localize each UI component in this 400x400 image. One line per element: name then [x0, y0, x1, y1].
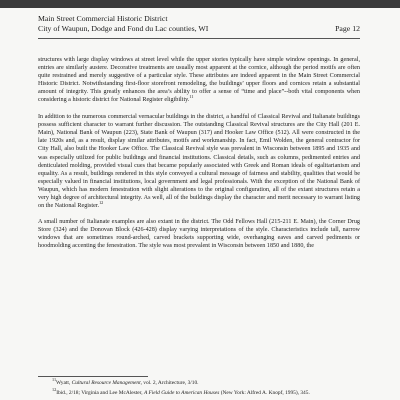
header-row [38, 24, 360, 34]
footnote-12-detail: (New York: Alfred A. Knopf, 1995), 345. [219, 390, 310, 396]
footnote-11-author: Wyatt, [56, 380, 72, 386]
paragraph-3-text: A small number of Italianate examples are also extant in the district. The Odd Fellows Hall (215-211 E. Main), the Corner Drug Store (324) and the Donovan Block (426-428) display varying interpretations of the style. Characteristics include tall, narrow windows that are sometimes round-arched, carved brackets supporting wide, overhanging eaves and carved pediments or hoodmolding accenting the fenestration. The style was most prevalent in Wisconsin between 1850 and 1880, the [38, 218, 360, 249]
footnote-11-title: Cultural Resource Management [71, 380, 141, 386]
paragraph-3 [38, 218, 360, 250]
header-rule [38, 38, 360, 39]
paragraph-2-text: In addition to the numerous commercial vernacular buildings in the district, a handful of Classical Revival and Italianate buildings possess sufficient character to warrant further discussion. The outstanding Classical Revival structures are the City Hall (201 E. Main), National Bank of Waupun (223), State Bank of Waupun (317) and Hooker Law Office (512). All were constructed in the late 1920s and, as a result, display similar attributes, motifs and workmanship. In fact, Emil Wolden, the general contractor for City Hall, also built the Hooker Law Office. The Classical Revival style was prevalent in Wisconsin between 1895 and 1935 and was especially utilized for public buildings and financial institutions. Classical details, such as columns, pedimented entries and denticulated molding, provided visual cues that became popularly associated with Greek and Roman ideals of egalitarianism and equality. As a result, buildings rendered in this style conveyed a cultural message of fairness and stability, qualities that would be especially valued in financial institutions, local government and legal professionals. With the exception of the National Bank of Waupun, which has modern fenestration with slight alterations to the original configuration, all of the extant structures retain a very high degree of architectural integrity. As well, all of the buildings display the character and merit necessary to warrant listing on the National Register. [38, 114, 360, 209]
footnote-11-number: 11 [52, 377, 57, 383]
paragraph-2 [38, 113, 360, 210]
document-title: Main Street Commercial Historic District [38, 14, 168, 23]
footnote-12 [38, 387, 360, 397]
footnote-ref-12: 12 [99, 199, 104, 205]
page-number: Page 12 [335, 24, 360, 33]
footnote-11-detail: , vol. 2, Architecture, 3/10. [140, 380, 199, 386]
page-header [38, 14, 360, 34]
footnotes [38, 377, 360, 400]
paragraph-1 [38, 56, 360, 104]
document-location: City of Waupun, Dodge and Fond du Lac counties, WI [38, 24, 209, 33]
paragraph-1-text: structures with large display windows at street level while the upper stories typically have simple window openings. In general, entries are similarly austere. Decorative treatments are usually most apparent at the cornice, although the period motifs are often quite restrained and merely suggestive of a particular style. These attributes are indeed apparent in the Main Street Commercial Historic District. Notwithstanding first-floor storefront remodeling, the buildings’ upper floors and cornices retain a substantial amount of integrity. This greatly enhances the area’s ability to offer a sense of “time and place”--both vital components when considering a historic district for National Register eligibility. [38, 57, 360, 104]
footnote-12-title: A Field Guide to American Houses [143, 390, 220, 396]
footnote-12-author: Ibid., 2/18; Virginia and Lee McAlester, [56, 390, 144, 396]
footnote-ref-11: 11 [189, 94, 194, 100]
body-text [38, 56, 360, 258]
top-dark-band [0, 0, 400, 8]
footnote-12-number: 12 [52, 387, 57, 393]
footnote-11 [38, 377, 360, 387]
